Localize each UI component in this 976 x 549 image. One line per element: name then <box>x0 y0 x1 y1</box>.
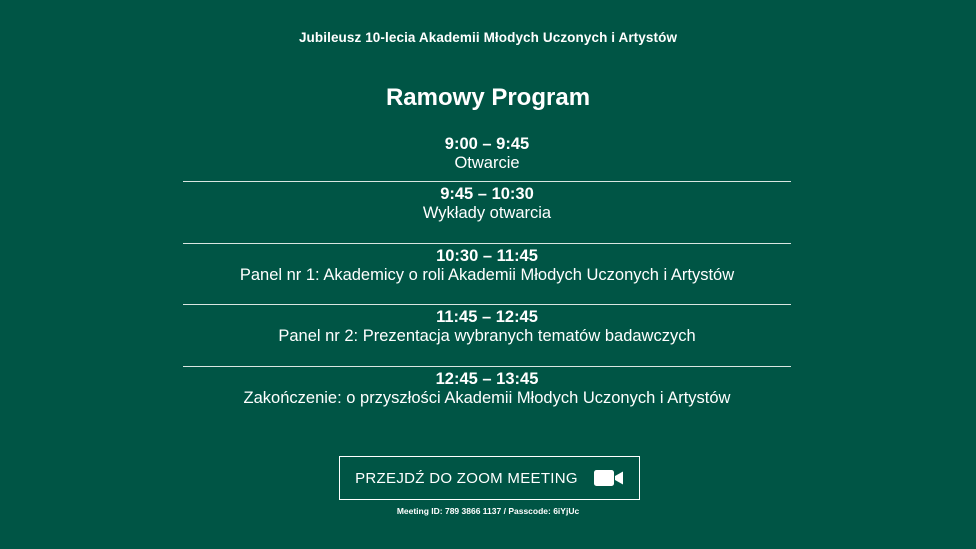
schedule-list <box>183 133 791 428</box>
meeting-info: Meeting ID: 789 3866 1137 / Passcode: 6iYjUc <box>396 506 580 516</box>
schedule-item <box>183 133 791 182</box>
schedule-label: Otwarcie <box>454 154 520 172</box>
schedule-time: 12:45 – 13:45 <box>435 369 539 388</box>
schedule-item <box>183 305 791 367</box>
schedule-label: Zakończenie: o przyszłości Akademii Młodych Uczonych i Artystów <box>243 388 731 407</box>
zoom-meeting-button-label: PRZEJDŹ DO ZOOM MEETING <box>355 469 578 487</box>
zoom-meeting-button[interactable] <box>339 456 640 500</box>
event-subtitle: Jubileusz 10-lecia Akademii Młodych Uczonych i Artystów <box>298 30 678 45</box>
schedule-item <box>183 182 791 244</box>
schedule-time: 11:45 – 12:45 <box>436 308 538 326</box>
video-camera-icon <box>594 469 624 487</box>
schedule-item <box>183 367 791 429</box>
schedule-label: Wykłady otwarcia <box>422 204 552 222</box>
schedule-item <box>183 244 791 306</box>
schedule-time: 9:45 – 10:30 <box>440 185 534 203</box>
page-title: Ramowy Program <box>385 84 591 111</box>
schedule-label: Panel nr 2: Prezentacja wybranych tematów badawczych <box>278 327 696 345</box>
schedule-label: Panel nr 1: Akademicy o roli Akademii Młodych Uczonych i Artystów <box>239 265 735 284</box>
schedule-time: 10:30 – 11:45 <box>436 246 538 265</box>
schedule-time: 9:00 – 9:45 <box>444 135 530 153</box>
